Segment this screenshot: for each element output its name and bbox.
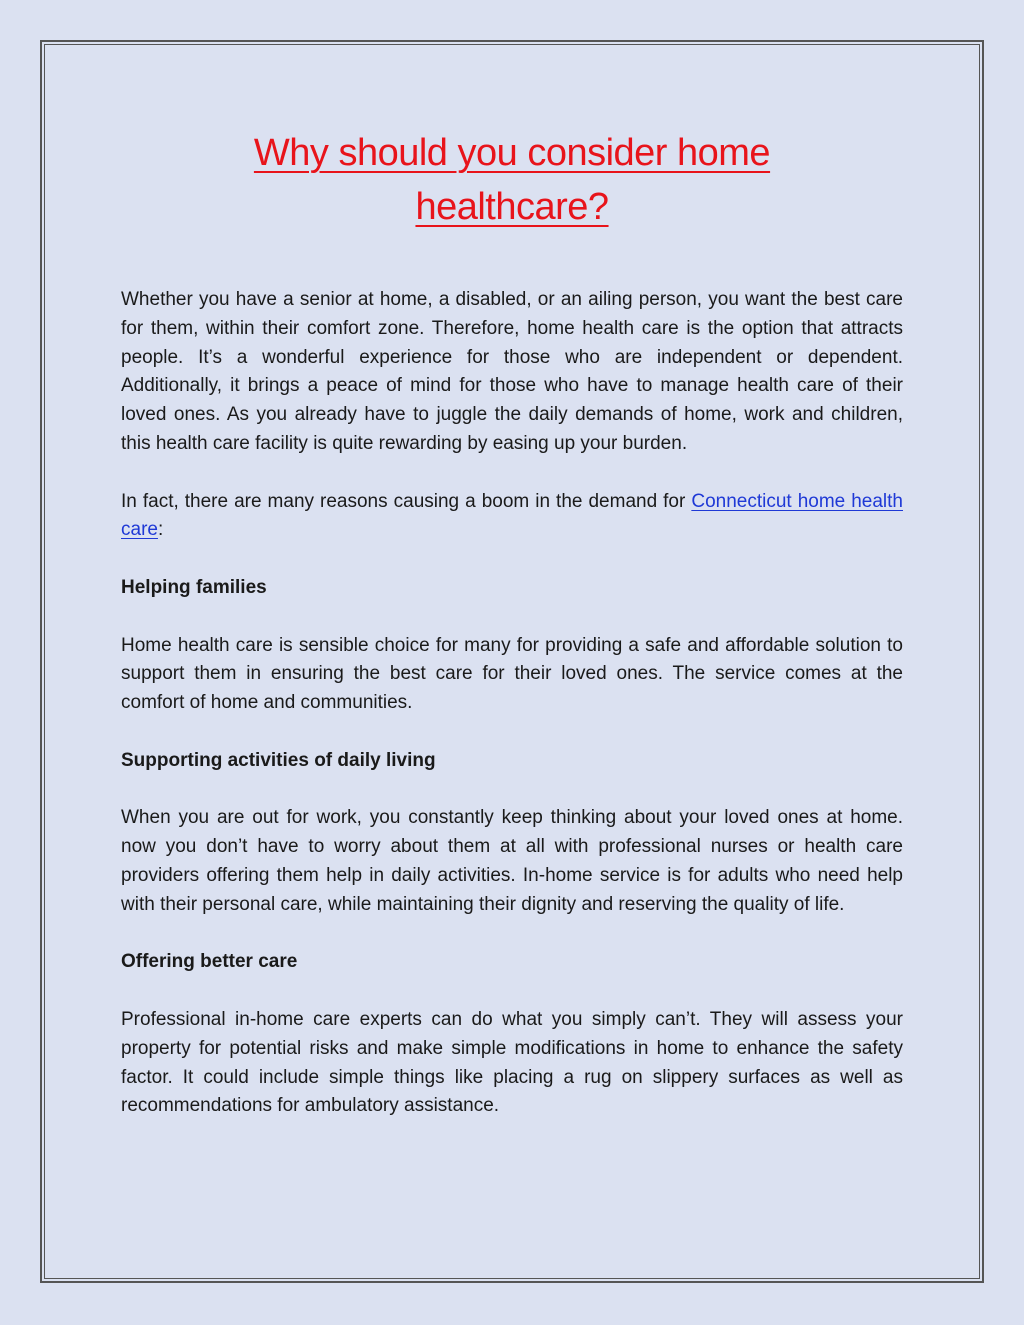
section-body-better-care: Professional in-home care experts can do what you simply can’t. They will assess your property for potential risks and make simple modifications in home to enhance the safety factor. It could include simple things like placing a rug on slippery surfaces as well as recommendations for ambulatory assistance. (121, 1008, 903, 1117)
title-line-2: healthcare? (415, 186, 609, 228)
reasons-paragraph (121, 488, 903, 546)
section-heading-helping-families: Helping families (121, 576, 267, 598)
intro-paragraph: Whether you have a senior at home, a disabled, or an ailing person, you want the best care for them, within their comfort zone. Therefore, home health care is the option that attracts people. It’s a wonderful experience for those who are independent or dependent. Additionally, it brings a peace of mind for those who have to manage health care of their loved ones. As you already have to juggle the daily demands of home, work and children, this health care facility is quite rewarding by easing up your burden. (121, 289, 903, 454)
connecticut-home-health-care-link[interactable]: Connecticut home health care (121, 490, 903, 541)
section-body-helping-families: Home health care is sensible choice for many for providing a safe and affordable solution to support them in ensuring the best care for their loved ones. The service comes at the comfort of home and communities. (121, 634, 903, 714)
section-heading-better-care: Offering better care (121, 951, 298, 973)
page-title (120, 126, 904, 234)
article-body (121, 286, 903, 1150)
reasons-colon: : (157, 519, 164, 541)
section-body-daily-living: When you are out for work, you constantly keep thinking about your loved ones at home. now you don’t have to worry about them at all with professional nurses or health care providers offering them help in daily activities. In-home service is for adults who need help with their personal care, while maintaining their dignity and reserving the quality of life. (121, 807, 903, 915)
title-line-1: Why should you consider home (253, 132, 771, 174)
section-heading-daily-living: Supporting activities of daily living (121, 749, 436, 771)
reasons-text: In fact, there are many reasons causing a boom in the demand for (121, 490, 692, 512)
